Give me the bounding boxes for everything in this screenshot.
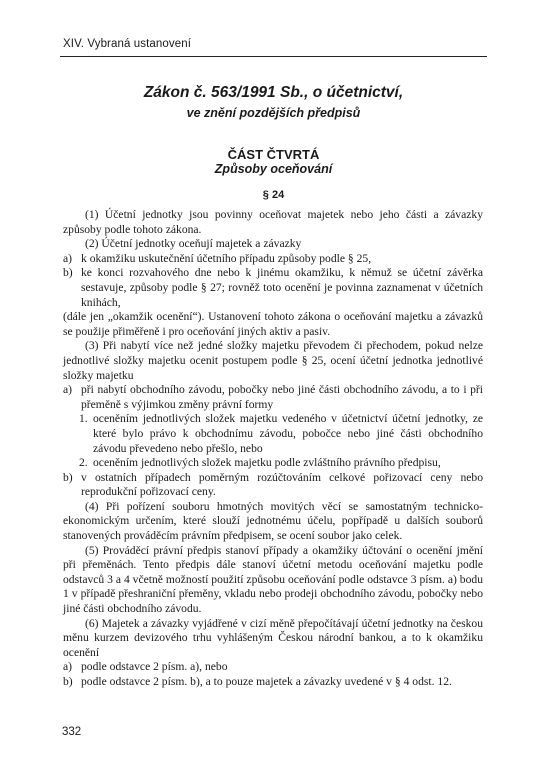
- part-title: Způsoby oceňování: [214, 162, 333, 176]
- sub-list-item: [63, 456, 483, 471]
- section-heading: § 24: [262, 189, 285, 201]
- list-text: ke konci rozvahového dne nebo k jinému okamžiku, k němuž se účetní závěrka sestavuje, způsoby podle § 27; rovněž toto ocenění je povinna zaznamenat v účetních knihách,: [81, 266, 483, 309]
- list-label: 2.: [79, 456, 88, 470]
- header-rule: [60, 56, 487, 57]
- list-label: b): [63, 266, 73, 280]
- list-text: oceněním jednotlivých složek majetku vedeného v účetnictví účetní jednotky, ze které bylo právo k obchodnímu závodu, pobočce nebo jiné části obchodního závodu převedeno nebo přešlo, nebo: [93, 412, 483, 455]
- list-item: [63, 471, 483, 500]
- part-heading: ČÁST ČTVRTÁ: [227, 147, 320, 162]
- list-item: [63, 675, 483, 690]
- paragraph-5: (5) Prováděcí právní předpis stanoví případy a okamžiky účtování o ocenění jmění při přeměnách. Tento předpis dále stanoví účetní metodu oceňování majetku podle odstavců 3 a 4 včetně možností použití způsobu oceňování podle odstavce 3 písm. a) bodu 1 v případě přeshraniční přeměny, vkladu nebo prodeji obchodního závodu, pobočky nebo jiné části obchodního závodu.: [63, 543, 483, 616]
- paragraph-3: (3) Při nabytí více než jedné složky majetku převodem či přechodem, pokud nelze jednotlivé složky majetku ocenit postupem podle § 25, ocení účetní jednotka jednotlivé složky majetku: [63, 339, 483, 382]
- sub-list-item: [63, 412, 483, 456]
- list-label: a): [63, 383, 73, 397]
- list-text: podle odstavce 2 písm. a), nebo: [81, 660, 228, 674]
- law-title: Zákon č. 563/1991 Sb., o účetnictví,: [143, 84, 404, 101]
- list-label: a): [63, 660, 73, 674]
- paragraph-2-continuation: (dále jen „okamžik ocenění“). Ustanovení tohoto zákona o oceňování majetku a závazků se použije přiměřeně i pro oceňování jiných aktiv a pasiv.: [63, 310, 483, 338]
- paragraph-6: (6) Majetek a závazky vyjádřené v cizí měně přepočítávají účetní jednotky na českou měnu kurzem devizového trhu vyhlášeným Českou národní bankou, a to k okamžiku ocenění: [63, 616, 483, 659]
- list-label: a): [63, 251, 73, 265]
- paragraph-4: (4) Při pořízení souboru hmotných movitých věcí se samostatným technicko-ekonomickým určením, které slouží jednotnému účelu, popřípadě u dalších souborů stanovených prováděcím právním předpisem, se ocení soubor jako celek.: [63, 499, 483, 543]
- law-subtitle: ve znění pozdějších předpisů: [186, 106, 361, 120]
- list-text: při nabytí obchodního závodu, pobočky nebo jiné části obchodního závodu, a to i při přeměně s výjimkou změny právní formy: [81, 383, 483, 411]
- list-text: v ostatních případech poměrným rozúčtováním celkové pořizovací ceny nebo reprodukční pořizovací ceny.: [81, 470, 483, 499]
- list-text: oceněním jednotlivých složek majetku podle zvláštního právního předpisu,: [93, 456, 441, 470]
- running-header: XIV. Vybraná ustanovení: [63, 38, 192, 50]
- list-text: podle odstavce 2 písm. b), a to pouze majetek a závazky uvedené v § 4 odst. 12.: [81, 675, 452, 688]
- section-body: [63, 208, 483, 690]
- list-item: [63, 252, 483, 267]
- page-number: 332: [62, 726, 82, 738]
- list-item: [63, 660, 483, 675]
- paragraph-2: (2) Účetní jednotky oceňují majetek a závazky: [85, 237, 302, 251]
- list-label: b): [63, 470, 73, 484]
- paragraph-1: (1) Účetní jednotky jsou povinny oceňovat majetek nebo jeho části a závazky způsoby podle tohoto zákona.: [63, 208, 483, 236]
- list-label: 1.: [79, 412, 88, 426]
- list-item: [63, 266, 483, 310]
- list-item: [63, 383, 483, 412]
- list-text: k okamžiku uskutečnění účetního případu způsoby podle § 25,: [81, 251, 372, 265]
- list-label: b): [63, 675, 73, 688]
